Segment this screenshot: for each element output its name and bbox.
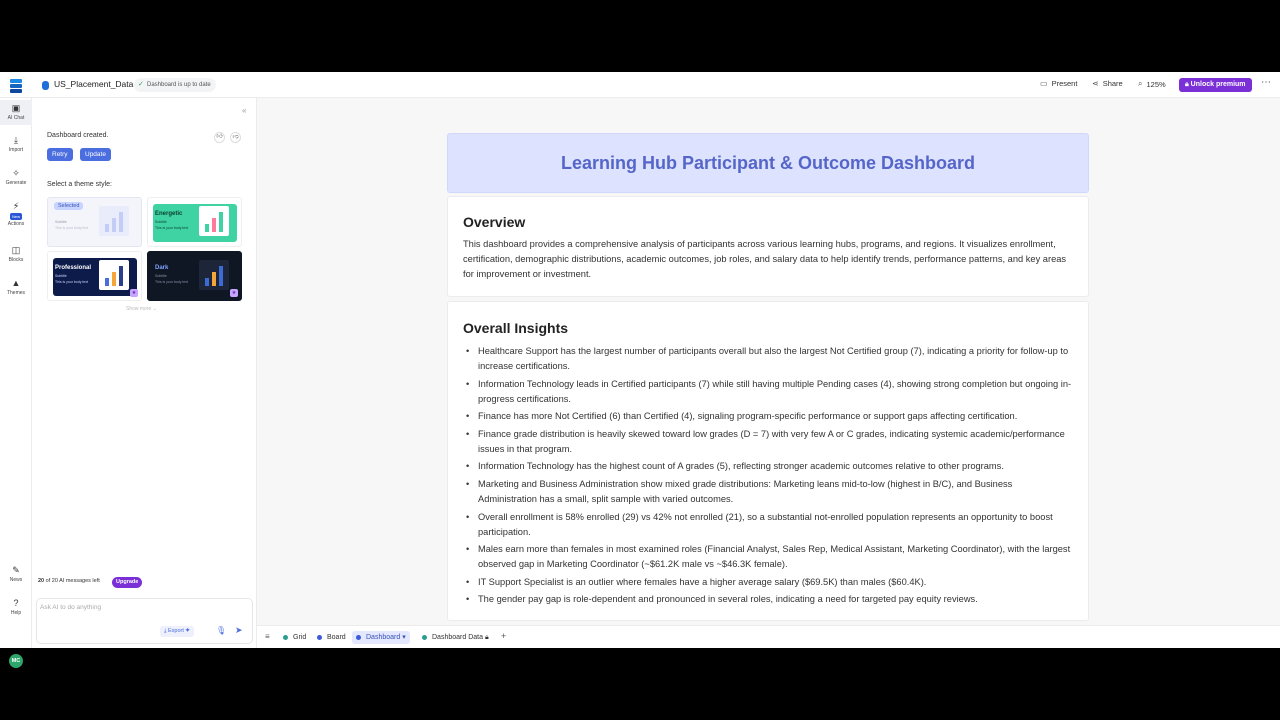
thumbs-up-icon[interactable]: 👍︎ <box>214 132 225 143</box>
lock-icon: 🔒︎ <box>1185 81 1191 88</box>
insight-item: • Marketing and Business Administration show mixed grade distributions: Marketing leans mid-to-low (highest in B/C), and Business Administration has a small, split sample with varied outcomes. <box>463 477 1073 507</box>
left-rail <box>0 98 32 664</box>
check-icon: ✓ <box>138 81 144 88</box>
sheet-tab-bar <box>257 625 1280 648</box>
rail-label: News <box>9 577 23 583</box>
dashboard-title: Learning Hub Participant & Outcome Dashboard <box>560 153 976 173</box>
theme-body-text: This is your body text <box>55 280 89 284</box>
tab-label: Grid <box>293 634 307 641</box>
rail-item-help[interactable] <box>0 598 32 616</box>
rail-item-ai-chat[interactable] <box>0 100 32 125</box>
tab-dashboard-data[interactable] <box>418 631 493 644</box>
zoom-icon: ⌕ <box>1138 79 1143 88</box>
theme-body-text: This is your body text <box>155 226 189 230</box>
rail-label: Blocks <box>8 257 24 263</box>
theme-preview-chart-icon <box>99 260 129 290</box>
share-label: Share <box>1102 79 1123 88</box>
premium-star-icon: ★ <box>131 290 137 296</box>
unlock-label: Unlock premium <box>1190 81 1246 88</box>
insight-item: • Information Technology has the highest count of A grades (5), reflecting stronger academic outcomes relative to other programs. <box>463 459 1073 474</box>
file-icon <box>42 81 49 90</box>
theme-body-text: This is your body text <box>155 280 189 284</box>
chat-input[interactable] <box>40 604 240 611</box>
dashboard-title-card[interactable] <box>447 133 1089 193</box>
rail-label: Import <box>8 147 24 153</box>
theme-card-energetic[interactable] <box>147 197 242 247</box>
theme-name: Energetic <box>155 211 183 217</box>
rail-item-generate[interactable] <box>0 168 32 186</box>
tab-dot-icon <box>356 635 361 640</box>
theme-body-text: This is your body text <box>55 226 89 230</box>
export-label: Export <box>167 628 184 634</box>
theme-subtitle: Subtitle <box>155 220 167 224</box>
send-icon[interactable]: ➤ <box>235 625 243 635</box>
download-icon: ⤓ <box>14 135 18 145</box>
bolt-icon: ⚡︎ <box>12 201 20 211</box>
premium-star-icon: ✦ <box>185 628 190 634</box>
lock-icon: 🔒︎ <box>484 634 489 641</box>
top-bar <box>0 72 1280 98</box>
insight-item: • Overall enrollment is 58% enrolled (29) vs 42% not enrolled (21), so a substantial not-enrolled population represents an opportunity to boost participation. <box>463 510 1073 540</box>
rail-label: Help <box>10 610 22 616</box>
messages-used: 20 <box>38 578 45 584</box>
theme-subtitle: Subtitle <box>55 274 67 278</box>
blocks-icon: ◫ <box>11 245 21 255</box>
zoom-level: 125% <box>1146 79 1166 89</box>
export-button[interactable] <box>160 626 194 637</box>
insights-list <box>463 344 1073 610</box>
theme-card-professional[interactable] <box>47 251 142 301</box>
theme-preview-chart-icon <box>99 206 129 236</box>
paint-icon: ▲ <box>11 278 21 288</box>
rail-item-blocks[interactable] <box>0 245 32 263</box>
chat-icon: ▣ <box>11 103 21 113</box>
tab-label: Dashboard <box>366 634 401 641</box>
overview-heading: Overview <box>463 214 526 230</box>
retry-button[interactable]: Retry <box>47 148 73 161</box>
overview-card[interactable] <box>447 196 1089 297</box>
status-text: Dashboard is up to date <box>147 82 211 88</box>
tab-dot-icon <box>317 635 322 640</box>
rail-item-news[interactable] <box>0 565 32 583</box>
rail-item-actions[interactable] <box>0 201 32 227</box>
insight-item: • Information Technology leads in Certified participants (7) while still having multiple Pending cases (4), showing strong completion but ongoing in-progress certifications. <box>463 377 1073 407</box>
app-logo-icon[interactable] <box>10 79 22 93</box>
selected-tag: Selected <box>54 202 83 210</box>
upgrade-button[interactable]: Upgrade <box>112 577 142 588</box>
theme-card-selected[interactable] <box>47 197 142 247</box>
dashboard-canvas <box>257 98 1280 625</box>
insight-item: • Finance grade distribution is heavily skewed toward low grades (D = 7) with very few A or C grades, indicating systemic academic/performance issues in that program. <box>463 427 1073 457</box>
share-button[interactable] <box>1092 79 1123 88</box>
theme-preview-chart-icon <box>199 260 229 290</box>
insight-item: • Finance has more Not Certified (6) than Certified (4), signaling program-specific performance or support gaps affecting certification. <box>463 409 1073 424</box>
present-button[interactable] <box>1040 79 1077 88</box>
theme-preview-chart-icon <box>199 206 229 236</box>
unlock-premium-button[interactable] <box>1179 78 1252 92</box>
tab-dot-icon <box>283 635 288 640</box>
new-badge: New <box>11 214 20 219</box>
show-more-link[interactable]: Show more ⌄ <box>126 306 157 312</box>
tab-dashboard[interactable] <box>352 631 410 644</box>
theme-name: Professional <box>55 265 92 271</box>
theme-name: Dark <box>155 265 169 271</box>
chevron-down-icon: ▾ <box>402 634 406 641</box>
news-icon: ✎ <box>12 565 20 575</box>
status-badge <box>134 78 216 92</box>
update-button[interactable]: Update <box>80 148 111 161</box>
avatar[interactable]: MC <box>9 654 23 668</box>
show-more-label: Show more <box>126 306 152 312</box>
theme-prompt: Select a theme style: <box>47 181 112 188</box>
message-count <box>38 578 100 584</box>
insights-heading: Overall Insights <box>463 320 569 336</box>
app-window <box>0 72 1280 664</box>
insight-item: • IT Support Specialist is an outlier where females have a higher average salary ($69.5K) than males ($60.4K). <box>463 575 1073 590</box>
rail-label: Themes <box>6 290 26 296</box>
more-options-icon[interactable]: ⋯ <box>1261 77 1271 88</box>
insight-item: • The gender pay gap is role-dependent and pronounced in several roles, indicating a need for targeted pay equity reviews. <box>463 592 1073 607</box>
tab-grid[interactable] <box>279 631 310 644</box>
present-icon: ▭ <box>1040 79 1048 88</box>
insight-item: • Males earn more than females in most examined roles (Financial Analyst, Sales Rep, Medical Assistant, Marketing Coordinator), with the largest observed gap in Marketing Coordinator (~$61.2K male vs ~$46.3K female). <box>463 542 1073 572</box>
tabs-menu-icon[interactable]: ≡ <box>265 632 270 641</box>
insight-item: • Healthcare Support has the largest number of participants overall but also the largest Not Certified group (7), indicating a priority for follow-up to increase certifications. <box>463 344 1073 374</box>
thumbs-down-icon[interactable]: 👎︎ <box>230 132 241 143</box>
premium-star-icon: ★ <box>231 290 237 296</box>
share-icon: ⋖ <box>1092 79 1099 88</box>
tab-label: Dashboard Data <box>432 634 483 641</box>
rail-label: Actions <box>7 221 25 227</box>
chat-input-box <box>36 598 253 644</box>
theme-card-dark[interactable] <box>147 251 242 301</box>
rail-item-themes[interactable] <box>0 278 32 296</box>
rail-label: Generate <box>5 180 27 186</box>
zoom-control[interactable] <box>1138 79 1166 89</box>
help-icon: ? <box>13 598 19 608</box>
overview-text: This dashboard provides a comprehensive analysis of participants across various learning hubs, programs, and regions. It visualizes enrollment, certification, demographic distributions, academic outcomes, job roles, and salary data to help identify trends, performance patterns, and key areas for improvement or investment. <box>463 239 1067 279</box>
add-tab-icon[interactable]: + <box>501 631 507 641</box>
collapse-panel-icon[interactable]: « <box>242 106 247 115</box>
present-label: Present <box>1051 79 1078 88</box>
rail-item-import[interactable] <box>0 135 32 153</box>
export-icon: ⤓ <box>164 628 168 634</box>
insights-card[interactable] <box>447 301 1089 621</box>
messages-suffix: of 20 AI messages left <box>45 578 100 584</box>
theme-subtitle: Subtitle <box>155 274 167 278</box>
tab-label: Board <box>327 634 346 641</box>
file-name[interactable]: US_Placement_Data <box>54 79 134 89</box>
assistant-message: Dashboard created. <box>47 132 109 139</box>
sparkle-icon: ✧ <box>12 168 20 178</box>
tab-dot-icon <box>422 635 427 640</box>
tab-board[interactable] <box>313 631 350 644</box>
microphone-icon[interactable]: 🎙︎ <box>216 626 227 635</box>
ai-chat-panel <box>32 98 257 648</box>
theme-subtitle: Subtitle <box>55 220 67 224</box>
rail-label: AI Chat <box>7 115 25 121</box>
